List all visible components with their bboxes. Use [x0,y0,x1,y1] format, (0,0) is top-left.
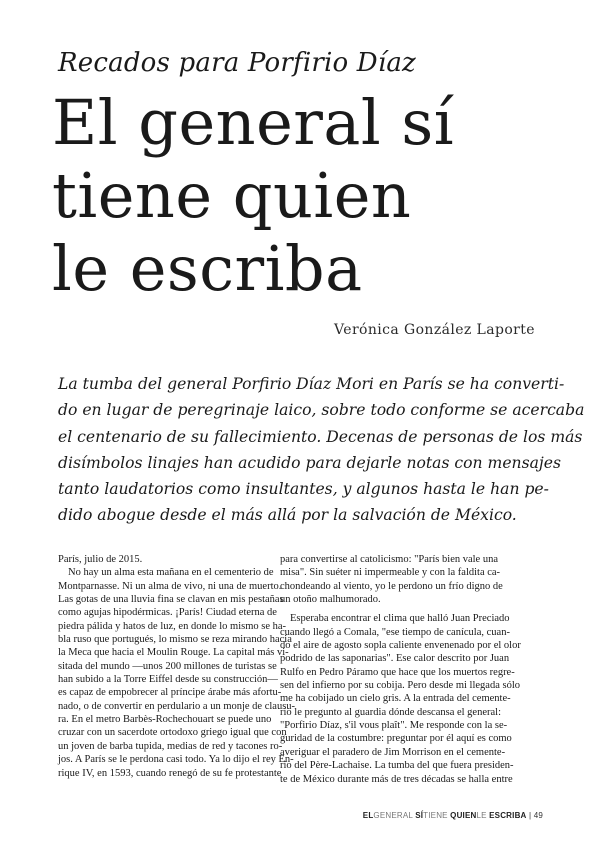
body-line: te de México durante más de tres décadas se halla entre [280,773,513,785]
body-line: rio del Père-Lachaise. La tumba del que fuera presiden- [280,760,514,772]
body-line: cuando llegó a Comala, "ese tiempo de canícula, cuan- [280,626,510,638]
footer-separator: | [528,811,532,820]
body-line: "Porfirio Díaz, s'il vous plaît". Me responde con la se- [280,720,508,732]
body-line: podrido de las saponarias". Ese calor descrito por Juan [280,653,510,665]
body-line: nado, o de convertir en perdulario a un monje de clausu- [58,700,296,712]
body-line: bla ruso que portugués, lo mismo se reza mirando hacia [58,634,292,646]
body-line: cruzar con un sacerdote ortodoxo griego igual que con [58,727,287,739]
body-line: sitada del mundo —unos 200 millones de turistas se [58,660,277,672]
body-line: ra. En el metro Barbès-Rochechouart se puede uno [58,714,272,726]
kicker: Recados para Porfirio Díaz [58,48,416,78]
body-line: rio le pregunto al guardia dónde descansa el general: [280,706,501,718]
body-line: un joven de barba tupida, medias de red y tacones ro- [58,740,283,752]
footer-word: GENERAL [373,811,413,820]
title-line: El general sí [52,86,455,159]
body-line: un otoño malhumorado. [280,594,381,606]
footer-word: EL [362,811,374,820]
lede-line: el centenario de su fallecimiento. Decenas de personas de los más [58,427,583,446]
article-title [52,86,572,305]
body-line: Rulfo en Pedro Páramo que hace que los muertos regre- [280,666,515,678]
lede-line: do en lugar de peregrinaje laico, sobre todo conforme se acercaba [58,401,585,420]
lede-line: La tumba del general Porfirio Díaz Mori en París se ha converti- [58,375,565,393]
body-line: misa". Sin suéter ni impermeable y con la faldita ca- [280,567,501,579]
footer-word: ESCRIBA [489,811,527,820]
body-line: do el aire de agosto sopla caliente envenenado por el olor [280,640,521,652]
body-column-right [280,553,521,786]
dateline: París, julio de 2015. [58,554,143,565]
body-line: Montparnasse. Ni un alma de vivo, ni una de muerto. [58,580,282,592]
title-line: le escriba [52,232,363,305]
page-footer [363,811,543,820]
body-line: sen del infierno por su cobija. Pero desde mi llegada sólo [280,680,520,692]
body-line: para convertirse al catolicismo: "París bien vale una [280,554,498,565]
footer-word: QUIEN [450,811,477,820]
body-column-left [58,553,296,780]
body-line: averiguar el paradero de Jim Morrison en el cemente- [280,746,506,758]
body-line: la Meca que hacia el Moulin Rouge. La capital más vi- [58,647,289,659]
lede-paragraph [58,371,585,529]
body-line: han subido a la Torre Eiffel desde su construcción— [58,674,278,686]
lede-line: tanto laudatorios como insultantes, y algunos hasta le han pe- [58,480,549,499]
body-line: me ha cobijado un cielo gris. A la entrada del cemente- [280,693,511,705]
author-byline: Verónica González Laporte [334,322,535,338]
footer-word: SÍ [415,811,424,820]
body-line: No hay un alma esta mañana en el cementerio de [68,567,274,579]
body-line: rique IV, en 1593, cuando renegó de su fe protestante [58,767,282,779]
page-number: 49 [533,811,543,820]
footer-word: LE [476,811,487,820]
title-line: tiene quien [52,159,412,232]
body-line: jos. A París se le perdona casi todo. Ya lo dijo el rey En- [58,754,294,766]
body-line: como agujas hipodérmicas. ¡París! Ciudad eterna de [58,607,277,619]
body-line: Esperaba encontrar el clima que halló Juan Preciado [290,613,510,625]
body-line: Las gotas de una lluvia fina se clavan en mis pestañas [58,594,284,606]
footer-word: TIENE [423,811,448,820]
body-line: guridad de la costumbre: preguntar por él aquí es como [280,733,512,745]
lede-line: dido abogue desde el más allá por la salvación de México. [58,506,517,525]
body-line: es capaz de empobrecer al príncipe árabe más afortu- [58,687,282,699]
body-line: chondeando al viento, yo le perdono un frío digno de [280,580,503,592]
body-line: piedra pálida y hatos de luz, en donde lo mismo se ha- [58,620,287,632]
lede-line: disímbolos linajes han acudido para dejarle notas con mensajes [58,453,561,472]
